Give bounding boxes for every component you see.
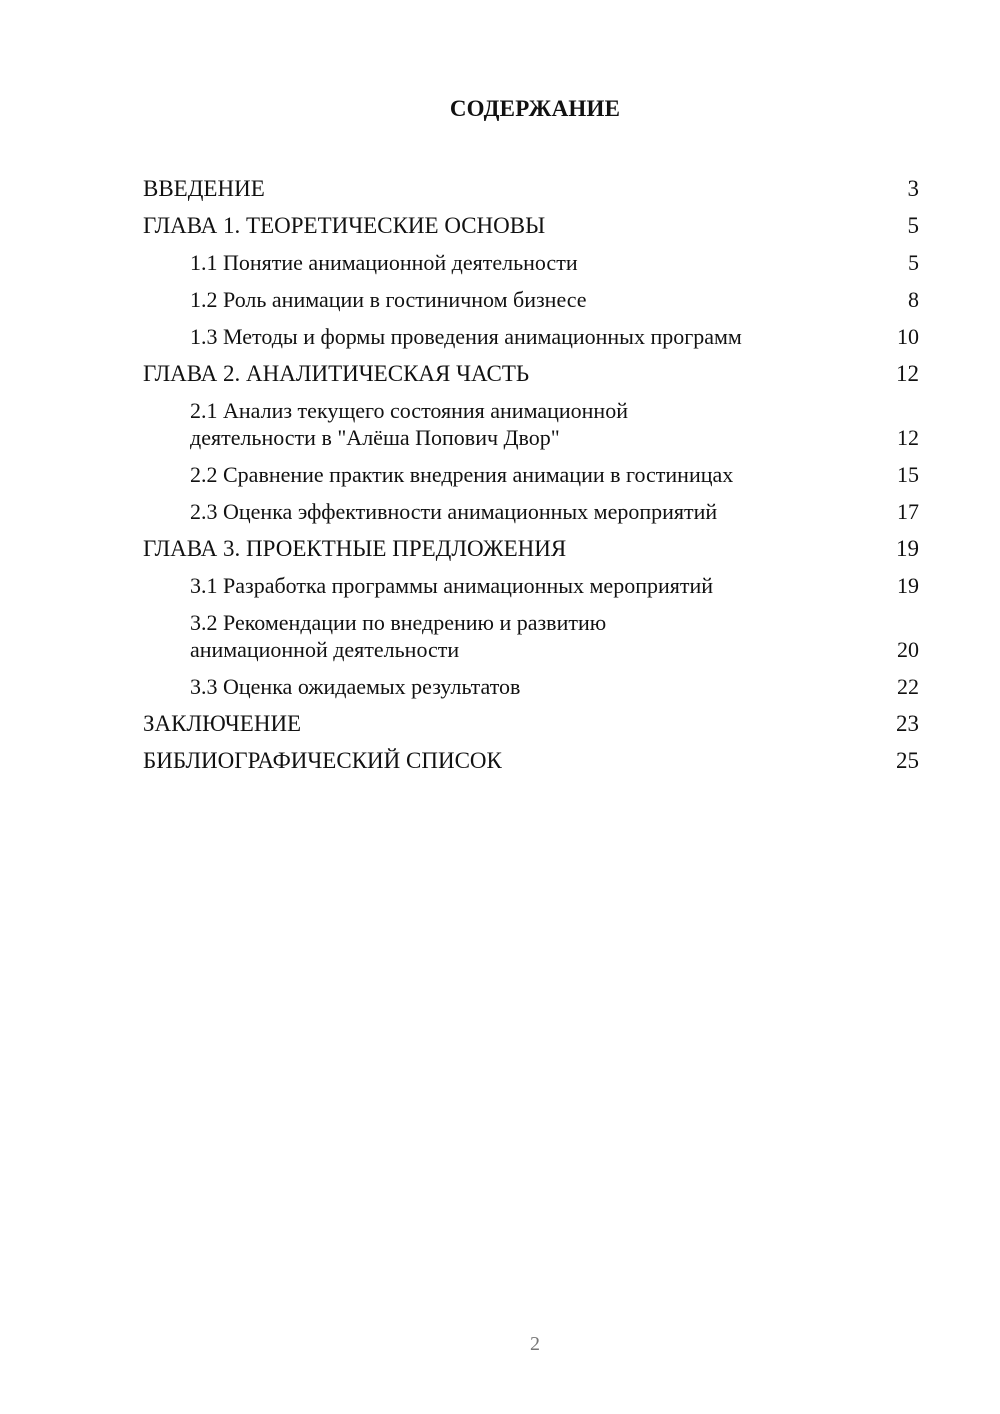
toc-entry[interactable]: [143, 705, 919, 742]
toc-entry-label: 3.2 Рекомендации по внедрению и развитию анимационной деятельности: [190, 610, 607, 662]
toc-entry-page: 25: [896, 748, 919, 773]
toc-entry[interactable]: [143, 456, 919, 493]
toc-entry-label: 1.1 Понятие анимационной деятельности: [190, 250, 578, 275]
table-of-contents: [143, 170, 919, 779]
toc-entry-page: 23: [896, 711, 919, 736]
toc-entry-page: 5: [907, 213, 919, 238]
toc-entry-page: 3: [907, 176, 919, 201]
toc-entry-label: 3.3 Оценка ожидаемых результатов: [190, 674, 521, 699]
toc-entry[interactable]: [143, 604, 919, 668]
toc-entry-label: 3.1 Разработка программы анимационных мероприятий: [190, 573, 714, 598]
toc-entry-page: 5: [908, 250, 919, 275]
toc-entry-page: 12: [896, 361, 919, 386]
toc-entry-label: ВВЕДЕНИЕ: [143, 176, 265, 201]
toc-entry-page: 22: [897, 674, 919, 699]
toc-entry-page: 8: [908, 287, 919, 312]
toc-entry[interactable]: [143, 742, 919, 779]
toc-entry-label: ГЛАВА 3. ПРОЕКТНЫЕ ПРЕДЛОЖЕНИЯ: [143, 536, 567, 561]
toc-entry-label: 2.2 Сравнение практик внедрения анимации в гостиницах: [190, 462, 734, 487]
toc-entry-label: 2.1 Анализ текущего состояния анимационной деятельности в "Алёша Попович Двор": [190, 398, 628, 450]
toc-entry[interactable]: [143, 530, 919, 567]
toc-entry-page: 20: [897, 637, 919, 662]
toc-entry[interactable]: [143, 281, 919, 318]
toc-entry[interactable]: [143, 207, 919, 244]
toc-entry-label: 1.2 Роль анимации в гостиничном бизнесе: [190, 287, 587, 312]
toc-entry-page: 10: [897, 324, 919, 349]
toc-entry[interactable]: [143, 355, 919, 392]
toc-entry-page: 17: [897, 499, 919, 524]
toc-entry[interactable]: [143, 567, 919, 604]
toc-entry[interactable]: [143, 170, 919, 207]
toc-entry[interactable]: [143, 244, 919, 281]
page-number: 2: [530, 1333, 540, 1355]
toc-entry[interactable]: [143, 392, 919, 456]
toc-entry-label: ЗАКЛЮЧЕНИЕ: [143, 711, 302, 736]
toc-entry-page: 19: [896, 536, 919, 561]
toc-entry[interactable]: [143, 668, 919, 705]
toc-entry-page: 15: [897, 462, 919, 487]
toc-entry-label: 2.3 Оценка эффективности анимационных мероприятий: [190, 499, 718, 524]
toc-entry[interactable]: [143, 318, 919, 355]
toc-entry[interactable]: [143, 493, 919, 530]
toc-title: СОДЕРЖАНИЕ: [449, 96, 621, 121]
toc-entry-label: БИБЛИОГРАФИЧЕСКИЙ СПИСОК: [143, 748, 502, 773]
toc-entry-page: 19: [897, 573, 919, 598]
toc-entry-label: ГЛАВА 1. ТЕОРЕТИЧЕСКИЕ ОСНОВЫ: [143, 213, 546, 238]
toc-entry-label: ГЛАВА 2. АНАЛИТИЧЕСКАЯ ЧАСТЬ: [143, 361, 530, 386]
toc-entry-page: 12: [897, 425, 919, 450]
toc-entry-label: 1.3 Методы и формы проведения анимационных программ: [190, 324, 742, 349]
